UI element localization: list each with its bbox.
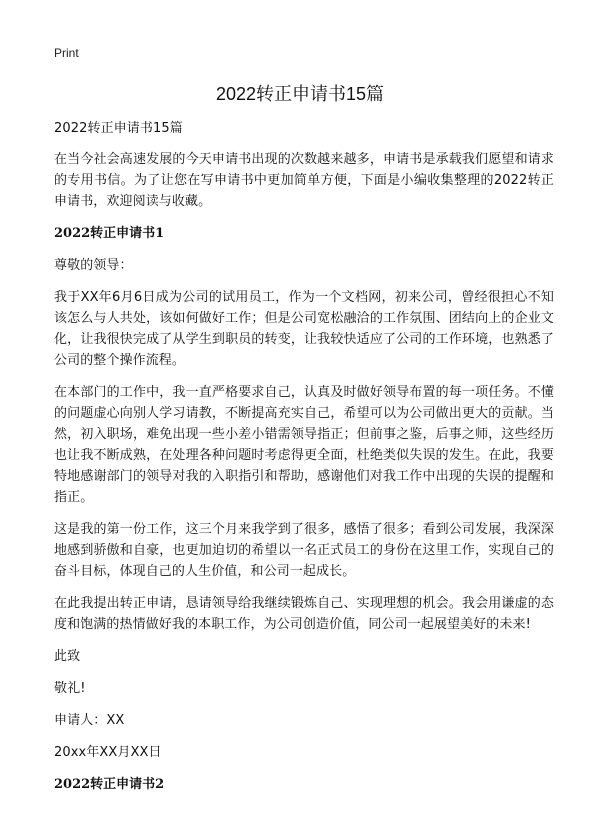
section-heading-2: 2022转正申请书2 <box>54 777 165 792</box>
applicant-line: 申请人：XX <box>54 713 125 728</box>
closing-line-2: 敬礼! <box>54 681 86 696</box>
date-line: 20xx年XX月XX日 <box>54 745 162 760</box>
document-subtitle: 2022转正申请书15篇 <box>54 121 183 136</box>
body-paragraph-4: 在此我提出转正申请，恳请领导给我继续锻炼自己、实现理想的机会。我会用谦虚的态度和饱满的热情做好我的本职工作，为公司创造价值，同公司一起展望美好的未来! <box>54 596 554 632</box>
body-paragraph-3: 这是我的第一份工作，这三个月来我学到了很多，感悟了很多；看到公司发展，我深深地感到骄傲和自豪，也更加迫切的希望以一名正式员工的身份在这里工作，实现自己的奋斗目标，体现自己的人生价值，和公司一起成长。 <box>54 522 554 579</box>
salutation: 尊敬的领导： <box>54 258 133 273</box>
print-label[interactable]: Print <box>54 46 79 60</box>
page-title: 2022转正申请书15篇 <box>215 84 385 104</box>
body-paragraph-2: 在本部门的工作中，我一直严格要求自己，认真及时做好领导布置的每一项任务。不懂的问题虚心向别人学习请教，不断提高充实自己，希望可以为公司做出更大的贡献。当然，初入职场，难免出现一些小差小错需领导指正；但前事之鉴，后事之师，这些经历也让我不断成熟，在处理各种问题时考虑得更全面，杜绝类似失误的发生。在此，我要特地感谢部门的领导对我的入职指引和帮助，感谢他们对我工作中出现的失误的提醒和指正。 <box>54 385 554 505</box>
body-paragraph-1: 我于XX年6月6日成为公司的试用员工，作为一个文档网，初来公司，曾经很担心不知该怎么与人共处，该如何做好工作；但是公司宽松融洽的工作氛围、团结向上的企业文化，让我很快完成了从学生到职员的转变，让我较快适应了公司的工作环境，也熟悉了公司的整个操作流程。 <box>54 290 554 368</box>
document-body <box>54 118 554 806</box>
intro-paragraph: 在当今社会高速发展的今天申请书出现的次数越来越多，申请书是承载我们愿望和请求的专用书信。为了让您在写申请书中更加简单方便，下面是小编收集整理的2022转正申请书，欢迎阅读与收藏。 <box>54 152 554 209</box>
closing-line-1: 此致 <box>54 649 81 664</box>
section-heading-1: 2022转正申请书1 <box>54 226 165 241</box>
